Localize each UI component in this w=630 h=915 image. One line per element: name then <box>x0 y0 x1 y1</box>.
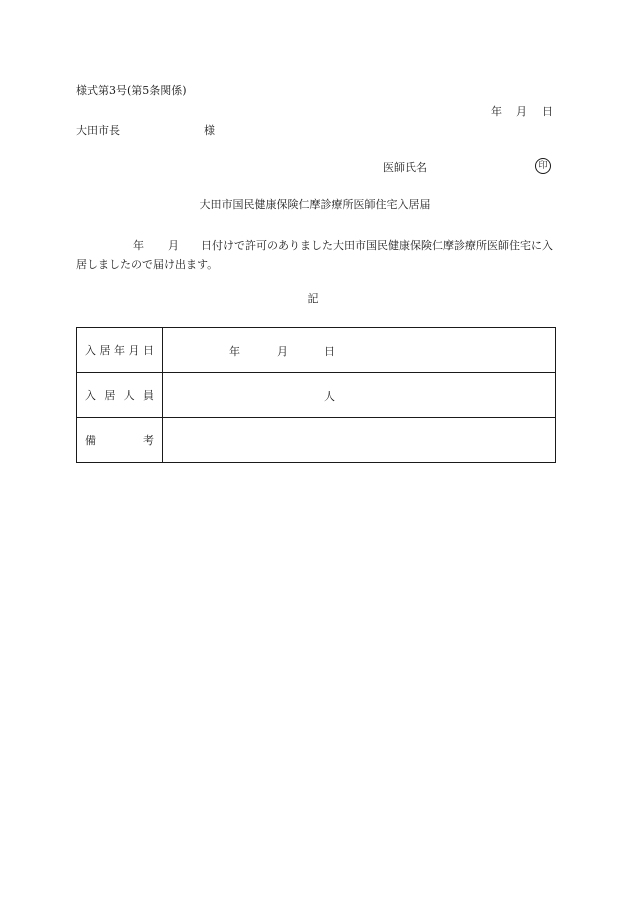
form-number: 様式第3号(第5条関係) <box>76 84 187 97</box>
occupancy-table <box>76 327 556 463</box>
label-char: 月 <box>128 344 140 357</box>
date-month-label: 月 <box>516 105 527 118</box>
table-row <box>77 328 556 373</box>
label-char: 備 <box>85 434 96 447</box>
date-day-label: 日 <box>542 105 553 118</box>
submission-date <box>491 105 553 119</box>
label-char: 入 <box>85 344 96 357</box>
addressee-name: 大田市長 <box>76 124 120 137</box>
label-char: 日 <box>143 344 154 357</box>
label-char: 居 <box>104 389 116 402</box>
body-month: 月 <box>168 239 179 252</box>
seal-mark: 印 <box>535 158 551 174</box>
label-char: 人 <box>123 389 135 402</box>
move-in-day: 日 <box>324 345 335 358</box>
body-year: 年 <box>133 239 144 252</box>
label-remarks <box>77 418 163 463</box>
document-title: 大田市国民健康保険仁摩診療所医師住宅入居届 <box>199 198 431 211</box>
move-in-year: 年 <box>229 345 240 358</box>
ki-heading: 記 <box>307 292 319 305</box>
value-occupants[interactable] <box>163 373 556 418</box>
label-char: 年 <box>114 344 125 357</box>
addressee <box>76 124 215 138</box>
table-row <box>77 418 556 463</box>
label-char: 員 <box>142 389 154 402</box>
date-year-label: 年 <box>491 105 502 118</box>
table-row <box>77 373 556 418</box>
body-statement: 日付けで許可のありました大田市国民健康保険仁摩診療所医師住宅に入居しましたので届け出ます。 <box>76 239 553 271</box>
doctor-name-label: 医師氏名 <box>383 161 427 174</box>
label-char: 入 <box>85 389 96 402</box>
label-char: 考 <box>143 434 154 447</box>
label-move-in-date <box>77 328 163 373</box>
value-remarks[interactable] <box>163 418 556 463</box>
label-char: 居 <box>99 344 111 357</box>
value-move-in-date[interactable] <box>163 328 556 373</box>
honorific: 様 <box>204 124 215 137</box>
label-occupants <box>77 373 163 418</box>
move-in-month: 月 <box>277 345 288 358</box>
occupants-unit: 人 <box>324 390 335 403</box>
body-text <box>76 236 556 274</box>
